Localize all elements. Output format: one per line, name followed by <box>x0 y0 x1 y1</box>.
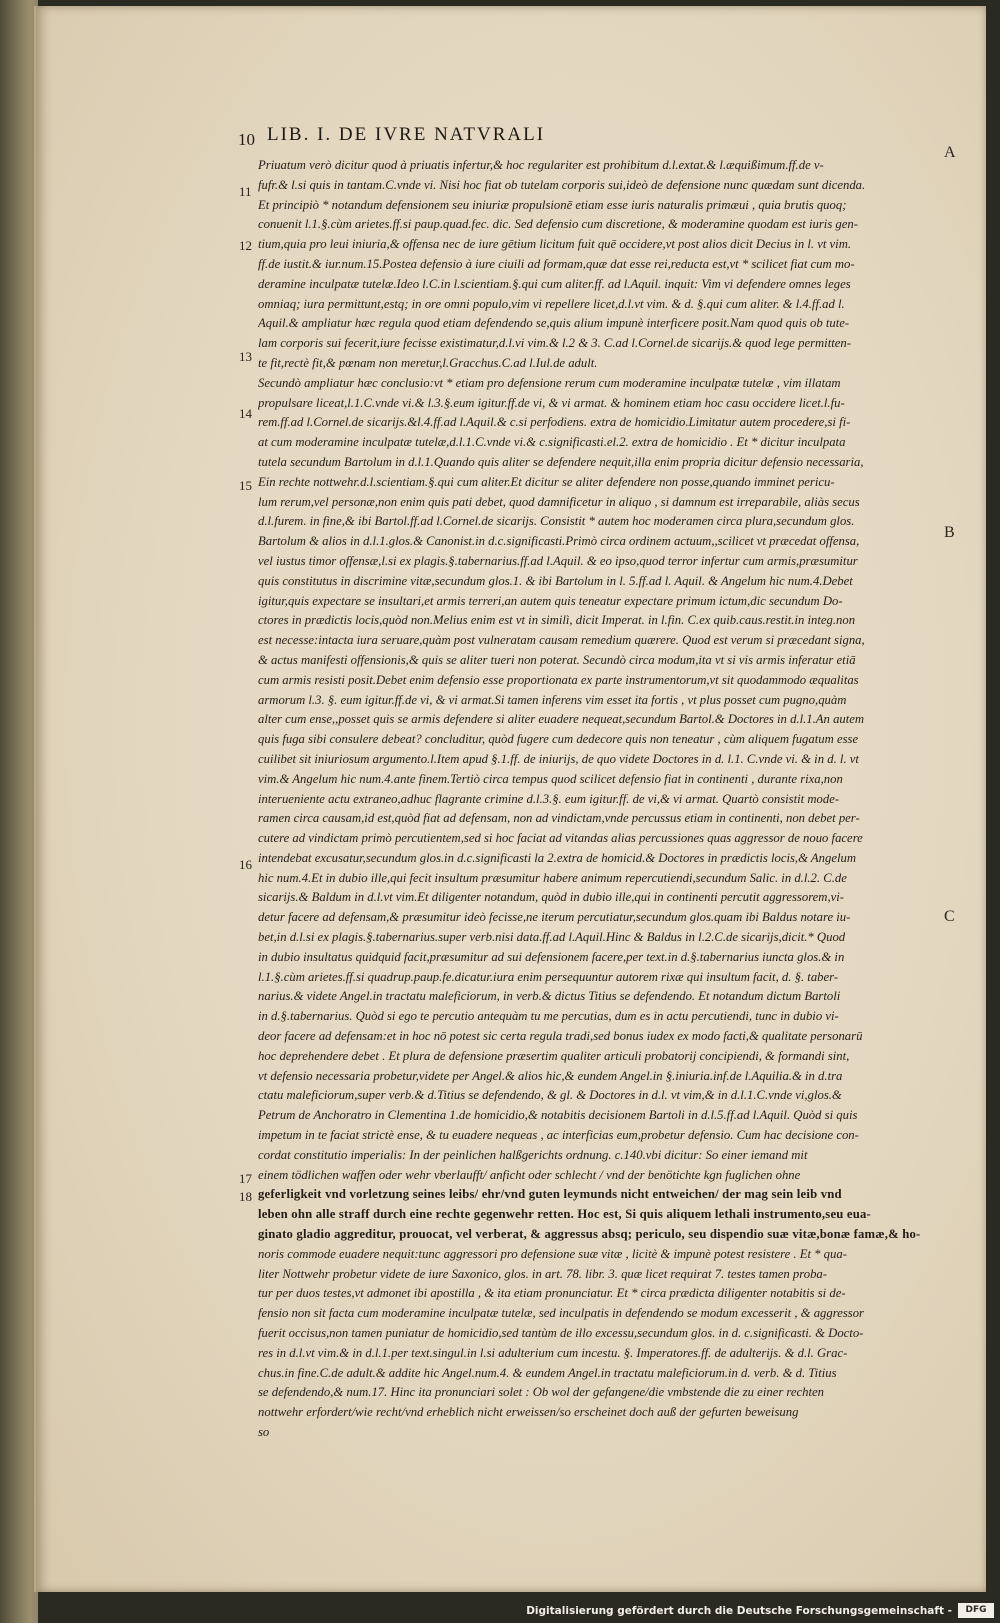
text-line: fensio non sit facta cum moderamine inculpatæ tutelæ, sed inculpatis in defendendo se modum excesserit , & aggressor <box>258 1306 864 1321</box>
margin-letter: A <box>944 144 956 161</box>
text-line: nottwehr erfordert/wie recht/vnd erheblich nicht erweissen/so erscheinet doch auß der gefurten beweisung <box>258 1405 799 1420</box>
text-line: fuerit occisus,non tamen puniatur de homicidio,sed tantùm de illo excessu,secundum glos. in d. c.significasti. & Docto- <box>258 1326 864 1341</box>
text-line: ginato gladio aggreditur, prouocat, vel verberat, & aggressus absq; periculo, seu dispendio suæ vitæ,bonæ famæ,& ho- <box>258 1227 921 1242</box>
text-line: quis constitutus in discrimine vitæ,secundum glos.1. & ibi Bartolum in l. 5.ff.ad l. Aquil. & Angelum hic num.4.Debet <box>258 573 853 588</box>
text-line: noris commode euadere nequit:tunc aggressori pro defensione suæ vitæ , licitè & impunè potest resistere . Et * qua- <box>258 1246 847 1261</box>
text-line <box>258 1443 940 1463</box>
text-line: Et principiò * notandum defensionem seu iniuriæ propulsionē etiam esse iuris naturalis primæui , quia brutis quoq; <box>258 197 847 212</box>
text-line: ctatu maleficiorum,super verb.& d.Titius se defendendo, & gl. & Doctores in d.l. vt vim,& in d.l.1.C.vnde vi,glos.& <box>258 1088 842 1103</box>
digitization-footer <box>0 1597 1000 1623</box>
margin-number: 11 <box>239 184 252 199</box>
text-line: in dubio insultatus quidquid facit,præsumitur ad sui defensionem facere,per text.in d.§.tabernarius iuncta glos.& in <box>258 949 845 964</box>
text-line: at cum moderamine inculpatæ tutelæ,d.l.1.C.vnde vi.& c.significasti.el.2. extra de homicidio . Et * dicitur inculpata <box>258 435 846 450</box>
text-line: cuilibet sit iniuriosum argumento.l.Item apud §.1.ff. de iniurijs, de quo videte Doctores in d. l.1. C.vnde vi. & in d. l. vt <box>258 751 859 766</box>
text-line: hoc deprehendere debet . Et plura de defensione præsertim qualiter articuli probatorij concipiendi, & formandi sint, <box>258 1048 850 1063</box>
running-title: LIB. I. DE IVRE NATVRALI <box>267 124 546 145</box>
text-line: Ein rechte nottwehr.d.l.scientiam.§.qui cum aliter.Et dicitur se aliter defendere non posse,quando imminet pericu- <box>258 474 835 489</box>
text-line: chus.in fine.C.de adult.& addite hic Angel.num.4. & eundem Angel.in tractatu maleficiorum.in d. verb. & d. Titius <box>258 1365 837 1380</box>
text-line: tium,quia pro leui iniuria,& offensa nec de iure gētium licitum fuit quē occidere,vt post alios dicit Decius in l. vt vim. <box>258 237 852 252</box>
text-line: geferligkeit vnd vorletzung seines leibs/ ehr/vnd guten leymunds nicht entweichen/ der mag sein leib vnd <box>258 1187 842 1202</box>
paper-leaf <box>34 6 986 1592</box>
text-line: lum rerum,vel personæ,non enim quis pati debet, quod damnificetur in aliquo , si damnum est irreparabile, aliàs secus <box>258 494 860 509</box>
margin-number: 16 <box>239 857 252 872</box>
text-line: vim.& Angelum hic num.4.ante finem.Tertiò circa tempus quod scilicet defensio fiat in continenti , durante rixa,non <box>258 771 843 786</box>
margin-number: 14 <box>239 406 252 421</box>
book-binding-edge <box>0 0 38 1623</box>
text-line: tutela secundum Bartolum in d.l.1.Quando quis aliter se defendere nequit,illa enim propria dicitur defensio necessaria, <box>258 454 864 469</box>
text-line: in d.§.tabernarius. Quòd si ego te percutio antequàm tu me percutias, dum es in actu percutiendi, tunc in dubio vi- <box>258 1009 839 1024</box>
text-line: so <box>258 1425 270 1439</box>
text-line: bet,in d.l.si ex plagis.§.tabernarius.super verb.nisi data.ff.ad l.Aquil.Hinc & Baldus in l.2.C.de sicarijs,dicit.* Quod <box>258 930 846 945</box>
text-line: cum armis resisti posit.Debet enim defensio esse proportionata ex parte instrumentorum,vt sit quodammodo æqualitas <box>258 672 859 687</box>
page-number: 10 <box>238 130 255 149</box>
text-line: tur per duos testes,vt admonet ibi apostilla , & ita etiam pronunciatur. Et * circa prædicta diligenter notabitis si de- <box>258 1286 846 1301</box>
text-line: detur facere ad defensam,& præsumitur ideò fecisse,ne iterum percutiatur,secundum glos.quam ibi Baldus notare iu- <box>258 910 851 925</box>
body-text <box>258 156 940 1482</box>
text-line: omniaq; iura permittunt,estq; in ore omni populo,vim vi repellere licet,d.l.vt vim. & d. §.qui cum aliter. & l.4.ff.ad l. <box>258 296 845 311</box>
text-line: propulsare liceat,l.1.C.vnde vi.& l.3.§.eum igitur.ff.de vi, & vi armat. & hominem etiam hoc casu occidere licet.l.fu- <box>258 395 845 410</box>
text-line: l.1.§.cùm arietes.ff.si quadrup.paup.fe.dicatur.iura enim persequuntur autorem rixæ qui insultum facit, d. §. taber- <box>258 969 839 984</box>
text-line: res in d.l.vt vim.& in d.l.1.per text.singul.in l.si adulterium cum incestu. §. Imperatores.ff. de adulterijs. & d.l. Grac- <box>258 1345 848 1360</box>
text-line: impetum in te faciat strictè ense, & tu euadere nequeas , ac interficias eum,probetur defensio. Cum hac decisione con- <box>258 1128 859 1143</box>
text-line: Secundò ampliatur hæc conclusio:vt * etiam pro defensione rerum cum moderamine inculpatæ tutelæ , vim illatam <box>258 375 841 390</box>
text-line: cutere ad vindictam primò percutientem,sed si hoc faciat ad vitandas alias percussiones quas aggressor de nouo facere <box>258 831 863 846</box>
dfg-logo: DFG <box>958 1603 994 1618</box>
text-line: Petrum de Anchoratro in Clementina 1.de homicidio,& notabitis decisionem Bartoli in d.l.5.ff.ad l.Aquil. Quòd si quis <box>258 1108 858 1123</box>
catchword <box>258 1463 940 1483</box>
margin-number: 15 <box>239 478 252 493</box>
text-line: vel iustus timor offensæ,l.si ex plagis.§.tabernarius.ff.ad l.Aquil. & eo ipso,quod terror infertur cum armis,præsumitur <box>258 553 858 568</box>
text-line: Aquil.& ampliatur hæc regula quod etiam defendendo se,quis alium impunè interficere posit.Nam quod quis ob tute- <box>258 316 850 331</box>
text-line: ctores in prædictis locis,quòd non.Melius enim est vt in similì, dicit Imperat. in l.fin. C.ex quib.caus.restit.in integ.non <box>258 613 856 628</box>
margin-letter: B <box>944 524 955 541</box>
text-line: Bartolum & alios in d.l.1.glos.& Canonist.in d.c.significasti.Primò circa ordinem actuum,,scilicet vt præcedat offensa, <box>258 534 860 549</box>
text-line: ramen circa causam,id est,quòd fiat ad defensam, non ad vindictam,vnde percussus etiam in continenti, non debet per- <box>258 811 860 826</box>
margin-number: 13 <box>239 349 252 364</box>
text-line: ff.de iustit.& iur.num.15.Postea defensio à iure ciuili ad formam,quæ dat esse rei,reducta est,vt * scilicet fiat cum mo- <box>258 256 855 271</box>
text-line: cordat constitutio imperialis: In der peinlichen halßgerichts ordnung. c.140.vbi dicitur: So einer iemand mit <box>258 1147 808 1162</box>
text-line: narius.& videte Angel.in tractatu maleficiorum, in verb.& dictus Titius se defendendo. Et notandum dictum Bartoli <box>258 989 841 1004</box>
text-line: einem tödlichen waffen oder wehr vberlaufft/ anficht oder schlecht / vnd der benötichte kgn fuglichen ohne <box>258 1167 801 1182</box>
text-line: leben ohn alle straff durch eine rechte gegenwehr retten. Hoc est, Si quis aliquem lethali instrumento,seu eua- <box>258 1207 871 1222</box>
margin-number: 12 <box>239 238 252 253</box>
text-line: armorum l.3. §. eum igitur.ff.de vi, & vi armat.Si tamen inferens vim esset ita fortis , vt plus posset cum pugno,quàm <box>258 692 847 707</box>
text-line: igitur,quis expectare se insultari,et armis terreri,an autem quis teneatur expectare primum ictum,dic secundum Do- <box>258 593 843 608</box>
text-line: d.l.furem. in fine,& ibi Bartol.ff.ad l.Cornel.de sicarijs. Consistit * autem hoc moderamen circa plura,secundum glos. <box>258 514 855 529</box>
text-line: intendebat excusatur,secundum glos.in d.c.significasti la 2.extra de homicid.& Doctores in prædictis locis,& Angelum <box>258 850 857 865</box>
text-line: conuenit l.1.§.cùm arietes.ff.si paup.quad.fec. dic. Sed defensio cum discretione, & moderamine quodam est iuris gen- <box>258 217 858 232</box>
text-line: & actus manifesti offensionis,& quis se aliter tueri non poterat. Secundò circa modum,ita vt si vis armis inferatur etiā <box>258 652 856 667</box>
digitization-note: Digitalisierung gefördert durch die Deutsche Forschungsgemeinschaft - <box>526 1605 952 1617</box>
text-line: rem.ff.ad l.Cornel.de sicarijs.&l.4.ff.ad l.Aquil.& c.si perfodiens. extra de homicidio.Limitatur autem procedere,si fi- <box>258 415 851 430</box>
text-line: Priuatum verò dicitur quod à priuatis infertur,& hoc regulariter est prohibitum d.l.extat.& l.æquißimum.ff.de v- <box>258 158 824 172</box>
margin-number: 18 <box>239 1189 252 1204</box>
text-line: sicarijs.& Baldum in d.l.vt vim.Et diligenter notandum, quòd in dubio ille,qui in continenti percutit aggressorem,vi- <box>258 890 845 905</box>
text-line: alter cum ense,,posset quis se armis defendere si aliter euadere nequeat,secundum Bartol.& Doctores in d.l.1.An autem <box>258 712 865 727</box>
text-line: te fit,rectè fit,& pœnam non meretur,l.Gracchus.C.ad l.Iul.de adult. <box>258 355 598 370</box>
text-line: liter Nottwehr probetur videte de iure Saxonico, glos. in art. 78. libr. 3. quæ licet requirat 7. testes tamen proba- <box>258 1266 828 1281</box>
text-line: se defendendo,& num.17. Hinc ita pronunciari solet : Ob wol der gefangene/die vmbstende die zu einer rechten <box>258 1385 824 1400</box>
text-line: vt defensio necessaria probetur,videte per Angel.& alios hic,& eundem Angel.in §.iniuria.inf.de l.Aquilia.& in d.tra <box>258 1068 843 1083</box>
text-line: deor facere ad defensam:et in hoc nō potest sic certa regula tradi,sed bonus iudex ex modo facti,& qualitate personarū <box>258 1029 863 1044</box>
text-line: fufr.& l.si quis in tantam.C.vnde vi. Nisi hoc fiat ob tutelam corporis sui,ideò de defensione nunc quædam sunt dicenda. <box>258 177 866 192</box>
text-line: deramine inculpatæ tutelæ.Ideo l.C.in l.scientiam.§.qui cum aliter.ff. ad l.Aquil. inquit: Vim vi defendere omnes leges <box>258 276 851 291</box>
margin-number: 17 <box>239 1171 252 1186</box>
text-line: interueniente actu extraneo,adhuc flagrante crimine d.l.3.§. eum igitur.ff. de vi,& vi armat. Quartò consistit mode- <box>258 791 840 806</box>
text-line: lam corporis sui fecerit,iure fecisse existimatur,d.l.vi vim.& l.2 & 3. C.ad l.Cornel.de sicarijs.& quod lege permitten- <box>258 336 851 351</box>
text-line: hic num.4.Et in dubio ille,qui fecit insultum præsumitur habere animum repercutiendi,secundum Salic. in d.l.2. C.de <box>258 870 847 885</box>
margin-letter: C <box>944 908 955 925</box>
text-line: est necesse:intacta iura seruare,quàm post vulneratam causam remedium quærere. Quod est verum si præcedant signa, <box>258 633 865 648</box>
text-line: quis fuga sibi consulere debeat? concluditur, quòd fugere cum dedecore quis non teneatur , cùm aliquem fugatum esse <box>258 732 859 747</box>
